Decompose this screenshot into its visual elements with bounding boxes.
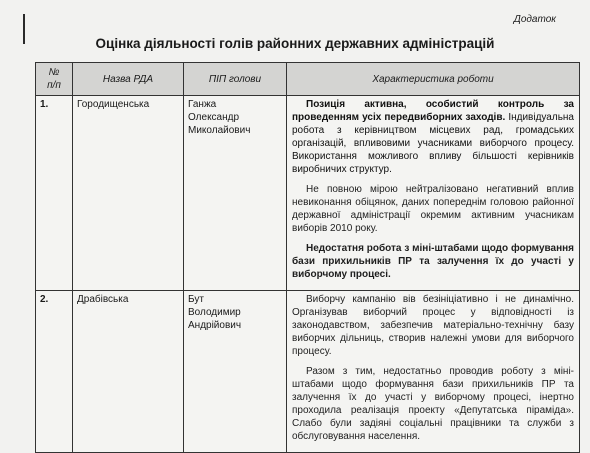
district-name: Драбівська: [73, 291, 184, 453]
table-row: [36, 291, 580, 453]
header-district: Назва РДА: [73, 63, 184, 96]
work-description: [287, 96, 580, 291]
description-paragraph: [292, 98, 574, 176]
appendix-label: Додаток: [513, 14, 556, 25]
description-paragraph: Не повною мірою нейтралізовано негативний вплив невиконання обіцянок, даних попереднім головою районної державної адміністрації окремим активним учасникам виборів 2010 року.: [292, 184, 574, 234]
header-num: [36, 63, 73, 96]
header-head: ПІП голови: [184, 63, 287, 96]
description-paragraph: Недостатня робота з міні-штабами щодо формування бази прихильників ПР та залучення їх до участі у виборчому процесі.: [292, 243, 574, 280]
head-name-text: Ганжа Олександр Миколайович: [188, 99, 251, 136]
description-lead-rest: Індивідуальна робота з керівництвом місцевих рад, громадських організацій, впливовими учасниками виборчого процесу. Використання можливого впливу більшості керівників виробничих структур.: [292, 112, 574, 175]
head-name: [184, 96, 287, 291]
head-name: [184, 291, 287, 453]
work-description: [287, 291, 580, 453]
description-bold-lead: Позиція активна, особистий контроль за проведенням усіх передвиборних заходів.: [292, 99, 574, 123]
row-number: 2.: [36, 291, 73, 453]
header-num-text: № п/п: [47, 67, 61, 91]
header-description: Характеристика роботи: [287, 63, 580, 96]
description-paragraph: Разом з тим, недостатньо проводив роботу з міні-штабами щодо формування бази прихильників ПР та залучення їх до участі у виборчому процесі, інертно проходила реалізація проекту «Депутатська піраміда». Слабо були задіяні соціальні працівники та служби з обслуговування населення.: [292, 366, 574, 442]
district-name: Городищенська: [73, 96, 184, 291]
evaluation-table: [35, 62, 580, 453]
description-paragraph: Виборчу кампанію вів безініціативно і не динамічно. Організував виборчий процес у відповідності із законодавством, забезпечив матеріально-технічну базу виборчих дільниць, створив належні умови для виборчого процесу.: [292, 294, 574, 357]
document-title: Оцінка діяльності голів районних державних адміністрацій: [95, 36, 495, 51]
table-header-row: [36, 63, 580, 96]
head-name-text: Бут Володимир Андрійович: [188, 294, 242, 331]
row-number: 1.: [36, 96, 73, 291]
table-row: [36, 96, 580, 291]
